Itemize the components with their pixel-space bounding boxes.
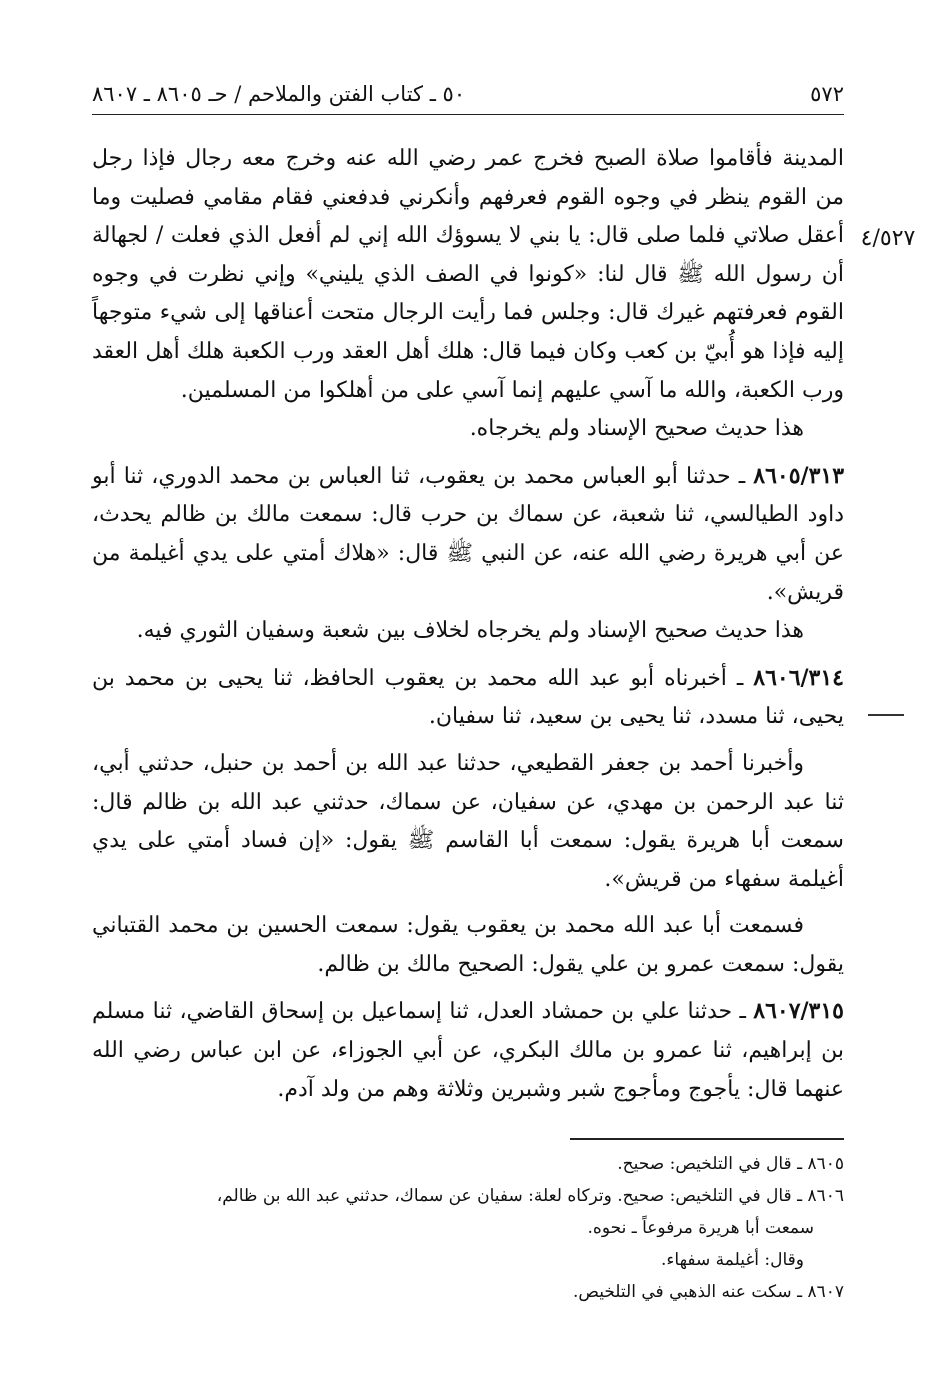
paragraph-chain: وأخبرنا أحمد بن جعفر القطيعي، حدثنا عبد الله بن أحمد بن حنبل، حدثني أبي، ثنا عبد الرحمن بن مهدي، عن سفيان، عن سماك، حدثني عبد الله بن ظالم قال: سمعت أبا هريرة يقول: سمعت أبا القاسم ﷺ يقول: «إن فساد أمتي على يدي أغيلمة سفهاء من قريش». bbox=[92, 750, 844, 892]
hadith-text: ـ أخبرناه أبو عبد الله محمد بن يعقوب الحافظ، ثنا يحيى بن محمد بن يحيى، ثنا مسدد، ثنا يحيى بن سعيد، ثنا سفيان. bbox=[92, 665, 844, 730]
paragraph-grading: هذا حديث صحيح الإسناد ولم يخرجاه لخلاف بين شعبة وسفيان الثوري فيه. bbox=[136, 618, 804, 644]
footnote-8606: ٨٦٠٦ ـ قال في التلخيص: صحيح. وتركاه لعلة: سفيان عن سماك، حدثني عبد الله بن ظالم، bbox=[216, 1186, 844, 1206]
hadith-text: ـ حدثنا علي بن حمشاد العدل، ثنا إسماعيل بن إسحاق القاضي، ثنا مسلم بن إبراهيم، ثنا عمرو بن مالك البكري، عن أبي الجوزاء، عن ابن عباس رضي الله عنهما قال: يأجوج ومأجوج شبر وشبرين وثلاثة وهم من ولد آدم. bbox=[92, 999, 844, 1102]
footnote-8606-note: وقال: أغيلمة سفهاء. bbox=[661, 1250, 804, 1270]
footnotes bbox=[92, 1148, 844, 1308]
main-text bbox=[92, 140, 844, 1109]
hadith-text: ـ حدثنا أبو العباس محمد بن يعقوب، ثنا العباس بن محمد الدوري، ثنا أبو داود الطيالسي، ثنا شعبة، عن سماك بن حرب قال: سمعت مالك بن ظالم يحدث، عن أبي هريرة رضي الله عنه، عن النبي ﷺ قال: «هلاك أمتي على يدي أغيلمة من قريش». bbox=[92, 463, 844, 605]
paragraph-narration: المدينة فأقاموا صلاة الصبح فخرج عمر رضي الله عنه وخرج معه رجال فإذا رجل من القوم ينظر في وجوه القوم فعرفهم وأنكرني فدفعني فقام مقامي فصليت وما أعقل صلاتي فلما صلى قال: يا بني لا يسوؤك الله إني لم أفعل الذي فعلت / لجهالة أن رسول الله ﷺ قال لنا: «كونوا في الصف الذي يليني» وإني نظرت في وجوه القوم فعرفتهم غيرك قال: وجلس فما رأيت الرجال متحت أعناقها إلى شيء متوجهاً إليه فإذا هو أُبيّ بن كعب وكان فيما قال: هلك أهل العقد ورب الكعبة هلك أهل العقد ورب الكعبة، والله ما آسي عليهم إنما آسي على من أهلكوا من المسلمين. bbox=[92, 146, 844, 403]
margin-dash-mark bbox=[868, 714, 904, 716]
hadith-8607 bbox=[92, 992, 844, 1109]
hadith-8605 bbox=[92, 457, 844, 612]
hadith-8606 bbox=[92, 659, 844, 737]
footnote-8605: ٨٦٠٥ ـ قال في التلخيص: صحيح. bbox=[617, 1154, 844, 1174]
paragraph-comment: فسمعت أبا عبد الله محمد بن يعقوب يقول: سمعت الحسين بن محمد القتباني يقول: سمعت عمرو بن علي يقول: الصحيح مالك بن ظالم. bbox=[92, 913, 844, 977]
hadith-number: ٨٦٠٥/٣١٣ bbox=[753, 462, 845, 489]
footnote-8606-continued: سمعت أبا هريرة مرفوعاً ـ نحوه. bbox=[587, 1218, 814, 1238]
page-header bbox=[92, 74, 844, 114]
paragraph-grading: هذا حديث صحيح الإسناد ولم يخرجاه. bbox=[469, 416, 804, 442]
footnote-8607: ٨٦٠٧ ـ سكت عنه الذهبي في التلخيص. bbox=[572, 1282, 844, 1302]
footnote-rule bbox=[570, 1138, 844, 1140]
header-rule bbox=[92, 114, 844, 115]
hadith-number: ٨٦٠٧/٣١٥ bbox=[753, 998, 844, 1025]
hadith-number: ٨٦٠٦/٣١٤ bbox=[753, 664, 844, 691]
page-number: ٥٧٢ bbox=[810, 82, 844, 106]
margin-page-reference: ٤/٥٢٧ bbox=[860, 226, 916, 251]
running-title: ٥٠ ـ كتاب الفتن والملاحم / حـ ٨٦٠٥ ـ ٨٦٠٧ bbox=[92, 82, 466, 106]
